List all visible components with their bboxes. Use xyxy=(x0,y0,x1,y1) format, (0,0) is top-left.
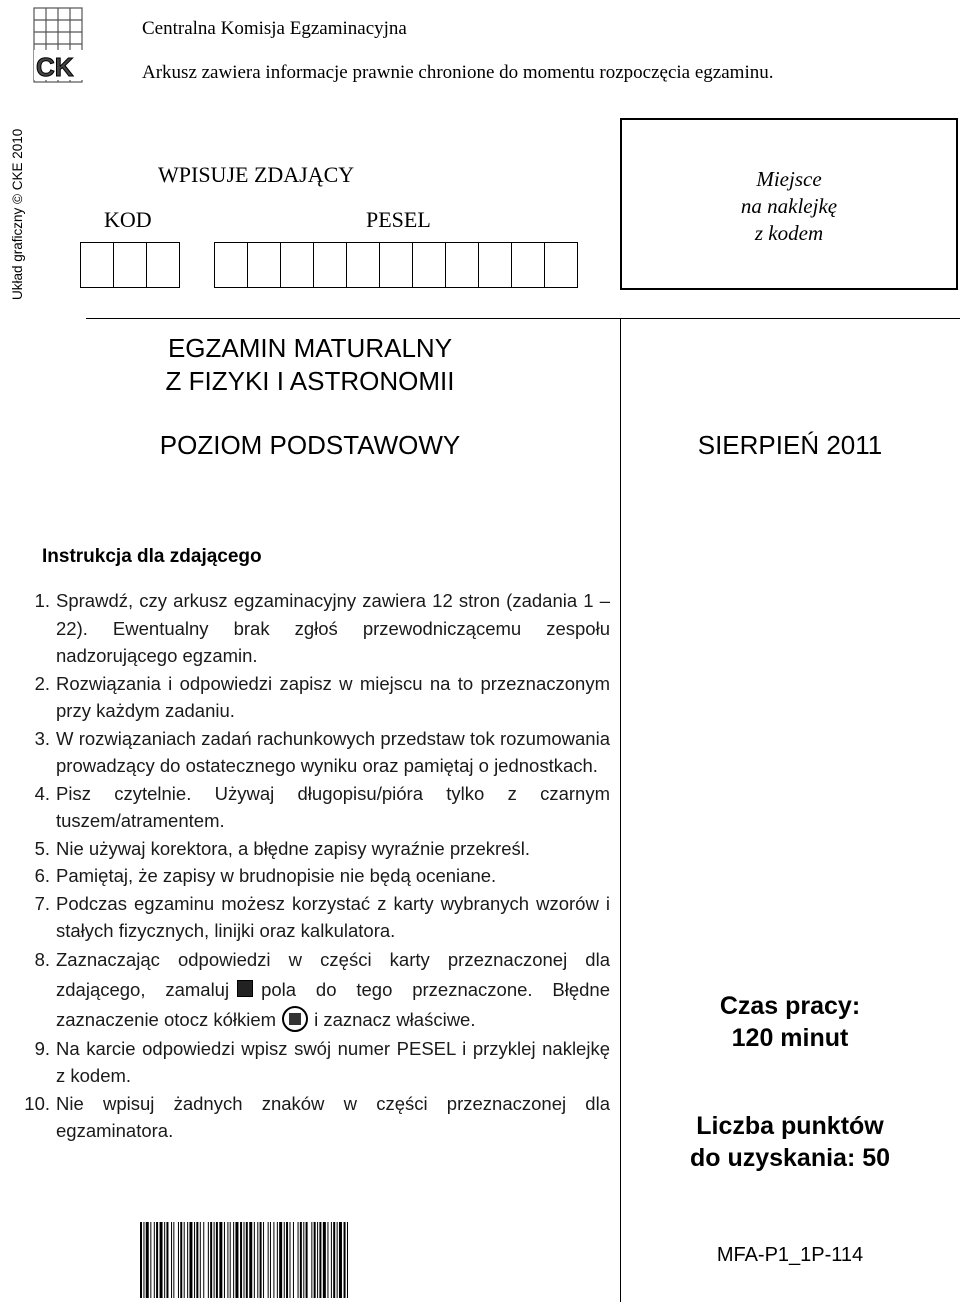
instruction-item xyxy=(14,862,610,890)
barcode-bar xyxy=(277,1222,278,1298)
kod-digit-box[interactable] xyxy=(80,242,114,288)
barcode-bar xyxy=(249,1222,252,1298)
barcode-bar xyxy=(171,1222,172,1298)
pesel-digit-box[interactable] xyxy=(346,242,380,288)
instruction-text-part: pola do tego przeznaczone. Błędne zaznaczenie otocz kółkiem xyxy=(56,978,610,1030)
barcode-bar xyxy=(246,1222,248,1298)
barcode-bar xyxy=(303,1222,304,1298)
instruction-item xyxy=(14,890,610,945)
barcode-bar xyxy=(219,1222,222,1298)
sticker-text-line: z kodem xyxy=(754,221,824,245)
barcode-bar xyxy=(160,1222,163,1298)
barcode-bar xyxy=(333,1222,335,1298)
kod-label: KOD xyxy=(104,207,152,232)
barcode-bar xyxy=(173,1222,174,1298)
barcode-bar xyxy=(306,1222,308,1298)
barcode-bar xyxy=(314,1222,316,1298)
pesel-digit-box[interactable] xyxy=(280,242,314,288)
instruction-text: Podczas egzaminu możesz korzystać z karty wybranych wzorów i stałych fizycznych, linijki oraz kalkulatora. xyxy=(56,892,610,941)
pesel-digit-box[interactable] xyxy=(544,242,578,288)
barcode-bar xyxy=(210,1222,212,1298)
exam-title-line: EGZAMIN MATURALNY xyxy=(167,333,453,363)
sticker-text-line: Miejsce xyxy=(756,167,822,191)
barcode-bar xyxy=(187,1222,188,1298)
instruction-text xyxy=(50,945,610,1035)
instruction-item xyxy=(14,780,610,835)
instruction-text: Na karcie odpowiedzi wpisz swój numer PESEL i przyklej naklejkę z kodem. xyxy=(56,1037,610,1086)
barcode-bar xyxy=(311,1222,312,1298)
pesel-digit-box[interactable] xyxy=(379,242,413,288)
barcode-bar xyxy=(233,1222,234,1298)
instruction-text: Pisz czytelnie. Używaj długopisu/pióra tylko z czarnym tuszem/atramentem. xyxy=(56,782,610,831)
horizontal-divider xyxy=(86,318,960,319)
barcode-bar xyxy=(178,1222,179,1298)
pesel-digit-box[interactable] xyxy=(412,242,446,288)
instruction-text-part: i zaznacz właściwe. xyxy=(314,1008,476,1030)
pesel-label: PESEL xyxy=(366,207,431,232)
instruction-number: 4. xyxy=(34,782,50,804)
instruction-item xyxy=(14,587,610,670)
barcode-bar xyxy=(270,1222,271,1298)
barcode-bar xyxy=(323,1222,326,1298)
instruction-text: Sprawdź, czy arkusz egzaminacyjny zawiera 12 stron (zadania 1 – 22). Ewentualny brak zgłoś przewodniczącemu zespołu nadzorującego egzamin. xyxy=(56,590,610,666)
barcode-bar xyxy=(240,1222,242,1298)
barcode xyxy=(140,1222,480,1298)
instruction-number: 10. xyxy=(24,1092,50,1114)
barcode-bar xyxy=(180,1222,182,1298)
barcode-bar xyxy=(196,1222,198,1298)
barcode-bar xyxy=(319,1222,321,1298)
barcode-bar xyxy=(224,1222,225,1298)
instruction-number: 2. xyxy=(34,672,50,694)
barcode-bar xyxy=(286,1222,288,1298)
barcode-bar xyxy=(214,1222,215,1298)
barcode-bar xyxy=(298,1222,299,1298)
instruction-number: 3. xyxy=(34,727,50,749)
instruction-number: 1. xyxy=(34,590,50,611)
barcode-bar xyxy=(164,1222,165,1298)
barcode-bar xyxy=(339,1222,342,1298)
points-value: do uzyskania: 50 xyxy=(689,1144,891,1172)
barcode-bar xyxy=(143,1222,144,1298)
barcode-bar xyxy=(254,1222,255,1298)
barcode-bar xyxy=(244,1222,245,1298)
barcode-bar xyxy=(166,1222,168,1298)
instruction-item xyxy=(14,1090,610,1145)
instruction-item xyxy=(14,670,610,725)
instruction-text: Rozwiązania i odpowiedzi zapisz w miejscu na to przeznaczonym przy każdym zadaniu. xyxy=(56,672,610,721)
candidate-writes-header: WPISUJE ZDAJĄCY xyxy=(158,162,355,187)
barcode-bar xyxy=(347,1222,348,1298)
sheet-code: MFA-P1_1P-114 xyxy=(716,1244,864,1266)
exam-title xyxy=(120,332,500,398)
max-points xyxy=(622,1110,958,1174)
barcode-bar xyxy=(260,1222,262,1298)
barcode-bar xyxy=(227,1222,228,1298)
barcode-bar xyxy=(268,1222,269,1298)
instruction-number: 5. xyxy=(34,837,50,859)
exam-level: POZIOM PODSTAWOWY xyxy=(159,430,461,460)
instruction-item xyxy=(14,835,610,863)
barcode-bar xyxy=(184,1222,185,1298)
circled-square-icon xyxy=(282,1006,308,1032)
barcode-bar xyxy=(189,1222,192,1298)
exam-title-line: Z FIZYKI I ASTRONOMII xyxy=(165,366,455,396)
instruction-number: 9. xyxy=(34,1037,50,1059)
organization-name: Centralna Komisja Egzaminacyjna xyxy=(142,18,407,39)
sticker-text-line: na naklejkę xyxy=(740,194,838,218)
barcode-bar xyxy=(279,1222,282,1298)
barcode-bar xyxy=(284,1222,285,1298)
barcode-bar xyxy=(337,1222,338,1298)
vertical-divider xyxy=(620,318,621,1302)
barcode-bar xyxy=(150,1222,151,1298)
barcode-bar xyxy=(331,1222,332,1298)
copyright-note: Układ graficzny © CKE 2010 xyxy=(10,128,25,300)
sticker-placeholder[interactable] xyxy=(620,118,958,290)
barcode-bar xyxy=(235,1222,238,1298)
barcode-bar xyxy=(344,1222,346,1298)
instruction-number: 7. xyxy=(34,892,50,914)
instructions-list xyxy=(14,587,610,1145)
barcode-bar xyxy=(208,1222,209,1298)
kod-digit-box[interactable] xyxy=(146,242,180,288)
barcode-bar xyxy=(140,1222,142,1298)
logo-text: CK xyxy=(36,52,74,82)
barcode-bar xyxy=(327,1222,328,1298)
cke-logo xyxy=(30,6,86,86)
points-label: Liczba punktów xyxy=(696,1112,884,1140)
barcode-bar xyxy=(263,1222,264,1298)
barcode-bar xyxy=(300,1222,302,1298)
pesel-digit-box[interactable] xyxy=(214,242,248,288)
instruction-number: 8. xyxy=(34,948,50,970)
work-time-label: Czas pracy: xyxy=(719,992,861,1020)
barcode-bar xyxy=(257,1222,258,1298)
kod-digit-box[interactable] xyxy=(113,242,147,288)
pesel-digit-box[interactable] xyxy=(247,242,281,288)
barcode-bar xyxy=(290,1222,291,1298)
barcode-bar xyxy=(230,1222,231,1298)
barcode-bar xyxy=(156,1222,158,1298)
protected-info-note: Arkusz zawiera informacje prawnie chronione do momentu rozpoczęcia egzaminu. xyxy=(142,62,774,83)
pesel-digit-box[interactable] xyxy=(445,242,479,288)
exam-date: SIERPIEŃ 2011 xyxy=(697,430,883,460)
work-time-value: 120 minut xyxy=(731,1024,849,1052)
instruction-text: Nie wpisuj żadnych znaków w części przeznaczonej dla egzaminatora. xyxy=(56,1092,610,1141)
barcode-bar xyxy=(216,1222,218,1298)
instruction-text: Pamiętaj, że zapisy w brudnopisie nie będą oceniane. xyxy=(56,865,497,886)
barcode-bar xyxy=(194,1222,195,1298)
barcode-bar xyxy=(317,1222,318,1298)
instruction-item xyxy=(14,725,610,780)
instruction-number: 6. xyxy=(34,865,50,886)
barcode-bar xyxy=(203,1222,204,1298)
work-time xyxy=(622,990,958,1054)
instruction-item xyxy=(14,945,610,1035)
sticker-placeholder-text xyxy=(622,166,956,247)
instructions-heading: Instrukcja dla zdającego xyxy=(42,546,262,567)
barcode-bar xyxy=(154,1222,155,1298)
barcode-bar xyxy=(273,1222,274,1298)
instruction-text: W rozwiązaniach zadań rachunkowych przedstaw tok rozumowania prowadzący do ostatecznego wyniku oraz pamiętaj o jednostkach. xyxy=(56,727,610,776)
instruction-text: Nie używaj korektora, a błędne zapisy wyraźnie przekreśl. xyxy=(56,837,531,859)
filled-square-icon xyxy=(237,980,253,997)
barcode-bar xyxy=(146,1222,149,1298)
pesel-digit-box[interactable] xyxy=(313,242,347,288)
instruction-text-part: Zaznaczając odpowiedzi w części karty przeznaczonej dla zdającego, zamaluj xyxy=(56,948,610,1000)
instruction-item xyxy=(14,1035,610,1090)
pesel-digit-box[interactable] xyxy=(478,242,512,288)
pesel-digit-box[interactable] xyxy=(511,242,545,288)
barcode-bar xyxy=(293,1222,294,1298)
barcode-bar xyxy=(200,1222,201,1298)
